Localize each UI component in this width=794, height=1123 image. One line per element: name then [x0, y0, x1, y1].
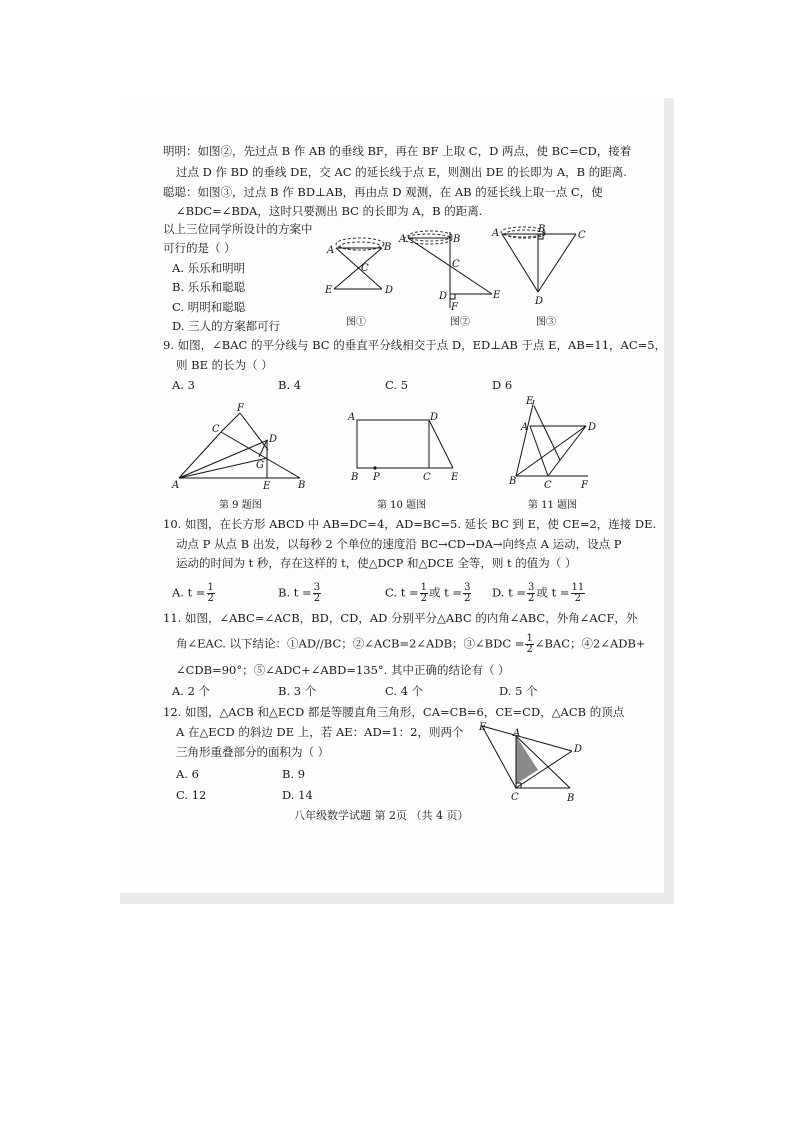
figure-q11: [506, 394, 601, 514]
fig3-label-a: A: [492, 228, 500, 239]
q10-option-c: C. t = $\frac{1}{2}$ 或 t = $\frac{3}{2}$: [385, 582, 471, 604]
fig11-label-e: E: [526, 396, 534, 407]
fig10-label-c: C: [423, 472, 431, 483]
fig12-label-d: D: [574, 744, 583, 755]
fig1-label-c: C: [361, 263, 369, 274]
fig2-label-f: F: [451, 302, 458, 313]
q8-option-c: C. 明明和聪聪: [172, 300, 246, 314]
fig9-label-b: B: [298, 480, 306, 491]
q8-option-a: A. 乐乐和明明: [172, 261, 246, 275]
fig3-label-c: C: [578, 230, 586, 241]
intro-line-3: 聪聪：如图③，过点 B 作 BD⊥AB，再由点 D 观测，在 AB 的延长线上取一点 C，使: [163, 185, 603, 199]
fig2-label-c: C: [452, 259, 460, 270]
q12-option-c: C. 12: [176, 788, 207, 802]
q12-option-b: B. 9: [282, 767, 306, 781]
q10-option-b: B. t = $\frac{3}{2}$: [278, 582, 321, 604]
figure-q10: [345, 404, 475, 514]
q9-stem-line-2: 则 BE 的长为（ ）: [176, 358, 273, 372]
fig12-label-e: E: [479, 722, 487, 733]
q9-option-c: C. 5: [385, 378, 409, 392]
fig12-label-c: C: [511, 792, 519, 803]
q11-option-d: D. 5 个: [499, 684, 538, 698]
fig12-label-b: B: [567, 793, 575, 804]
fig2-label-e: E: [493, 290, 501, 301]
q9-option-a: A. 3: [172, 378, 195, 392]
q9-stem-line-1: 9. 如图，∠BAC 的平分线与 BC 的垂直平分线相交于点 D，ED⊥AB 于点 E，AB=11，AC=5，: [163, 338, 667, 352]
q12-option-d: D. 14: [282, 788, 313, 802]
figure-q9: [170, 400, 315, 515]
q8-option-d: D. 三人的方案都可行: [172, 319, 281, 333]
intro-line-2: 过点 D 作 BD 的垂线 DE，交 AC 的延长线于点 E，则测出 DE 的长即为 A，B 的距离.: [176, 165, 627, 179]
fig10-label-d: D: [430, 412, 439, 423]
q11-option-c: C. 4 个: [385, 684, 424, 698]
q11-fraction: $\frac{1}{2}$: [526, 633, 533, 655]
fig2-label-a: A: [399, 234, 407, 245]
q10-stem-line-3: 运动的时间为 t 秒，存在这样的 t，使△DCP 和△DCE 全等，则 t 的值为（ ）: [176, 556, 577, 570]
fig9-label-f: F: [237, 403, 244, 414]
fig9-label-g: G: [256, 460, 264, 471]
fig9-caption: 第 9 题图: [219, 500, 262, 511]
q8-stem-line-2: 可行的是（ ）: [163, 241, 236, 255]
q11-stem-line-3: ∠CDB=90°；⑤∠ADC+∠ABD=135°. 其中正确的结论有（ ）: [176, 663, 510, 677]
fig11-label-f: F: [581, 480, 588, 491]
page-footer: 八年级数学试题 第 2页 （共 4 页）: [294, 809, 469, 822]
q12-stem-line-2: A 在△ECD 的斜边 DE 上，若 AE：AD=1：2，则两个: [176, 725, 464, 739]
fig1-caption: 图①: [346, 317, 366, 328]
figure-3: [490, 222, 590, 332]
q12-option-a: A. 6: [176, 767, 199, 781]
fig1-label-b: B: [384, 242, 392, 253]
fig10-label-p: P: [373, 472, 380, 483]
fig10-label-a: A: [348, 412, 356, 423]
q9-option-d: D 6: [492, 378, 513, 392]
fig9-label-d: D: [269, 434, 278, 445]
fig11-label-a: A: [521, 422, 529, 433]
sheet-shadow-bottom: [120, 893, 674, 904]
q10-stem-line-1: 10. 如图，在长方形 ABCD 中 AB=DC=4，AD=BC=5. 延长 BC 到 E，使 CE=2，连接 DE.: [163, 517, 657, 531]
figure-1: [322, 226, 402, 336]
fig1-label-a: A: [327, 245, 335, 256]
q8-option-b: B. 乐乐和聪聪: [172, 280, 246, 294]
q10-option-b-fraction: $\frac{3}{2}$: [313, 582, 321, 604]
q10-option-d: D. t = $\frac{3}{2}$ 或 t = $\frac{11}{2}$: [492, 582, 585, 604]
q12-stem-line-1: 12. 如图，△ACB 和△ECD 都是等腰直角三角形，CA=CB=6，CE=CD，△ACB 的顶点: [163, 705, 625, 719]
fig12-label-a: A: [513, 728, 521, 739]
intro-line-4: ∠BDC=∠BDA，这时只要测出 BC 的长即为 A，B 的距离.: [176, 204, 483, 218]
fig1-label-e: E: [325, 285, 333, 296]
fig3-label-b: B: [538, 224, 546, 235]
q9-option-b: B. 4: [278, 378, 302, 392]
q8-stem-line-1: 以上三位同学所设计的方案中: [163, 222, 313, 236]
fig11-label-b: B: [509, 476, 517, 487]
q10-option-a-fraction: $\frac{1}{2}$: [207, 582, 214, 604]
q12-stem-line-3: 三角形重叠部分的面积为（ ）: [176, 745, 330, 759]
fig3-caption: 图③: [536, 317, 556, 328]
q10-option-a: A. t = $\frac{1}{2}$: [172, 582, 214, 604]
fig9-label-c: C: [212, 424, 220, 435]
fig2-label-b: B: [453, 234, 461, 245]
fig10-caption: 第 10 题图: [377, 500, 427, 511]
fig9-label-a: A: [172, 480, 180, 491]
fig10-label-b: B: [351, 472, 359, 483]
q11-option-a: A. 2 个: [172, 684, 211, 698]
fig11-caption: 第 11 题图: [528, 500, 578, 511]
q10-stem-line-2: 动点 P 从点 B 出发，以每秒 2 个单位的速度沿 BC→CD→DA→向终点 A 运动，设点 P: [176, 537, 622, 551]
q11-stem-line-2: 角∠EAC. 以下结论：①AD//BC；②∠ACB=2∠ADB；③∠BDC = $\frac{1}{2}$ ∠BAC；④2∠ADB+: [176, 633, 646, 655]
q11-stem-line-1: 11. 如图，∠ABC=∠ACB，BD，CD，AD 分别平分△ABC 的内角∠ABC，外角∠ACF，外: [163, 611, 638, 625]
fig3-label-d: D: [535, 296, 544, 307]
figure-q12: [476, 716, 596, 806]
fig2-label-d: D: [439, 291, 448, 302]
q11-option-b: B. 3 个: [278, 684, 317, 698]
fig9-label-e: E: [263, 481, 271, 492]
fig10-label-e: E: [451, 472, 459, 483]
fig1-label-d: D: [385, 285, 394, 296]
sheet-shadow-right: [664, 98, 674, 904]
fig2-caption: 图②: [450, 317, 470, 328]
intro-line-1: 明明：如图②，先过点 B 作 AB 的垂线 BF，再在 BF 上取 C，D 两点，使 BC=CD，接着: [163, 144, 632, 158]
fig11-label-d: D: [588, 422, 597, 433]
fig11-label-c: C: [544, 480, 552, 491]
